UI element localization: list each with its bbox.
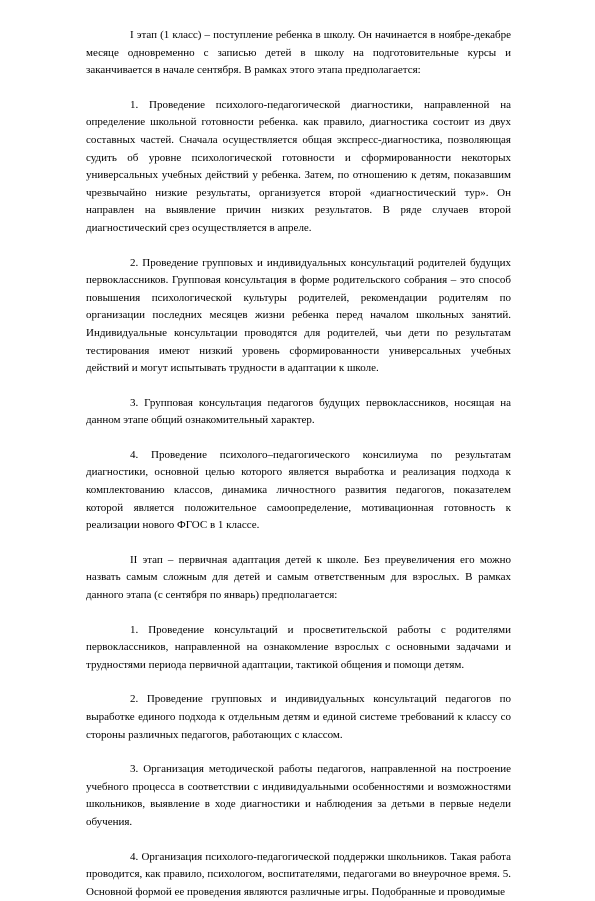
paragraph-stage-2-item-3: 3. Организация методической работы педагогов, направленной на построение учебного процесса в соответствии с индивидуальными особенностями и возможностями школьников, выявление в ходе диагностики и наблюдения за детьми в первые недели обучения.	[86, 763, 511, 828]
paragraph-stage-1-item-4: 4. Проведение психолого–педагогического консилиума по результатам диагностики, основной целью которого является выработка и реализация подхода к комплектованию классов, динамика личностного развития педагогов, показателем которой является положительное самоопределение, мотивационная готовность к реализации нового ФГОС в 1 классе.	[86, 448, 511, 532]
paragraph-stage-2-item-1: 1. Проведение консультаций и просветительской работы с родителями первоклассников, направленной на ознакомление взрослых с основными задачами и трудностями периода первичной адаптации, тактикой общения и помощи детям.	[86, 623, 511, 671]
paragraph-stage-1-item-3: 3. Групповая консультация педагогов будущих первоклассников, носящая на данном этапе общий ознакомительный характер.	[86, 396, 511, 427]
paragraph-stage-1-intro: I этап (1 класс) – поступление ребенка в школу. Он начинается в ноябре-декабре месяце одновременно с записью детей в школу на подготовительные курсы и заканчивается в начале сентября. В рамках этого этапа предполагается:	[86, 29, 511, 77]
paragraph-stage-2-intro: II этап – первичная адаптация детей к школе. Без преувеличения его можно назвать самым сложным для детей и самым ответственным для взрослых. В рамках данного этапа (с сентября по январь) предполагается:	[86, 553, 511, 602]
paragraph-stage-1-item-2: 2. Проведение групповых и индивидуальных консультаций родителей будущих первоклассников. Групповая консультация в форме родительского собрания – это способ повышения психологической культуры родителей, рекомендации родителям по организации последних месяцев жизни ребенка перед началом школьных занятий. Индивидуальные консультации проводятся для родителей, чьи дети по результатам тестирования имеют низкий уровень сформированности универсальных учебных действий и могут испытывать трудности в адаптации к школе.	[86, 256, 511, 375]
paragraph-stage-2-item-2: 2. Проведение групповых и индивидуальных консультаций педагогов по выработке единого подхода к отдельным детям и единой системе требований к классу со стороны различных педагогов, работающих с классом.	[86, 693, 511, 741]
paragraph-stage-2-item-4: 4. Организация психолого-педагогической поддержки школьников. Такая работа проводится, как правило, психологом, воспитателями, педагогами во внеурочное время. 5. Основной формой ее проведения являются различные игры. Подобранные и проводимые	[86, 850, 511, 898]
paragraph-stage-1-item-1: 1. Проведение психолого-педагогической диагностики, направленной на определение школьной готовности ребенка. как правило, диагностика состоит из двух составных частей. Сначала осуществляется общая экспресс-диагностика, позволяющая судить об уровне психологической готовности и сформированности некоторых универсальных учебных действий у ребенка. Затем, по отношению к детям, показавшим чрезвычайно низкие результаты, организуется второй «диагностический тур». Он направлен на выявление причин низких результатов. В ряде случаев второй диагностический срез осуществляется в апреле.	[86, 98, 511, 234]
document-page	[86, 27, 511, 901]
